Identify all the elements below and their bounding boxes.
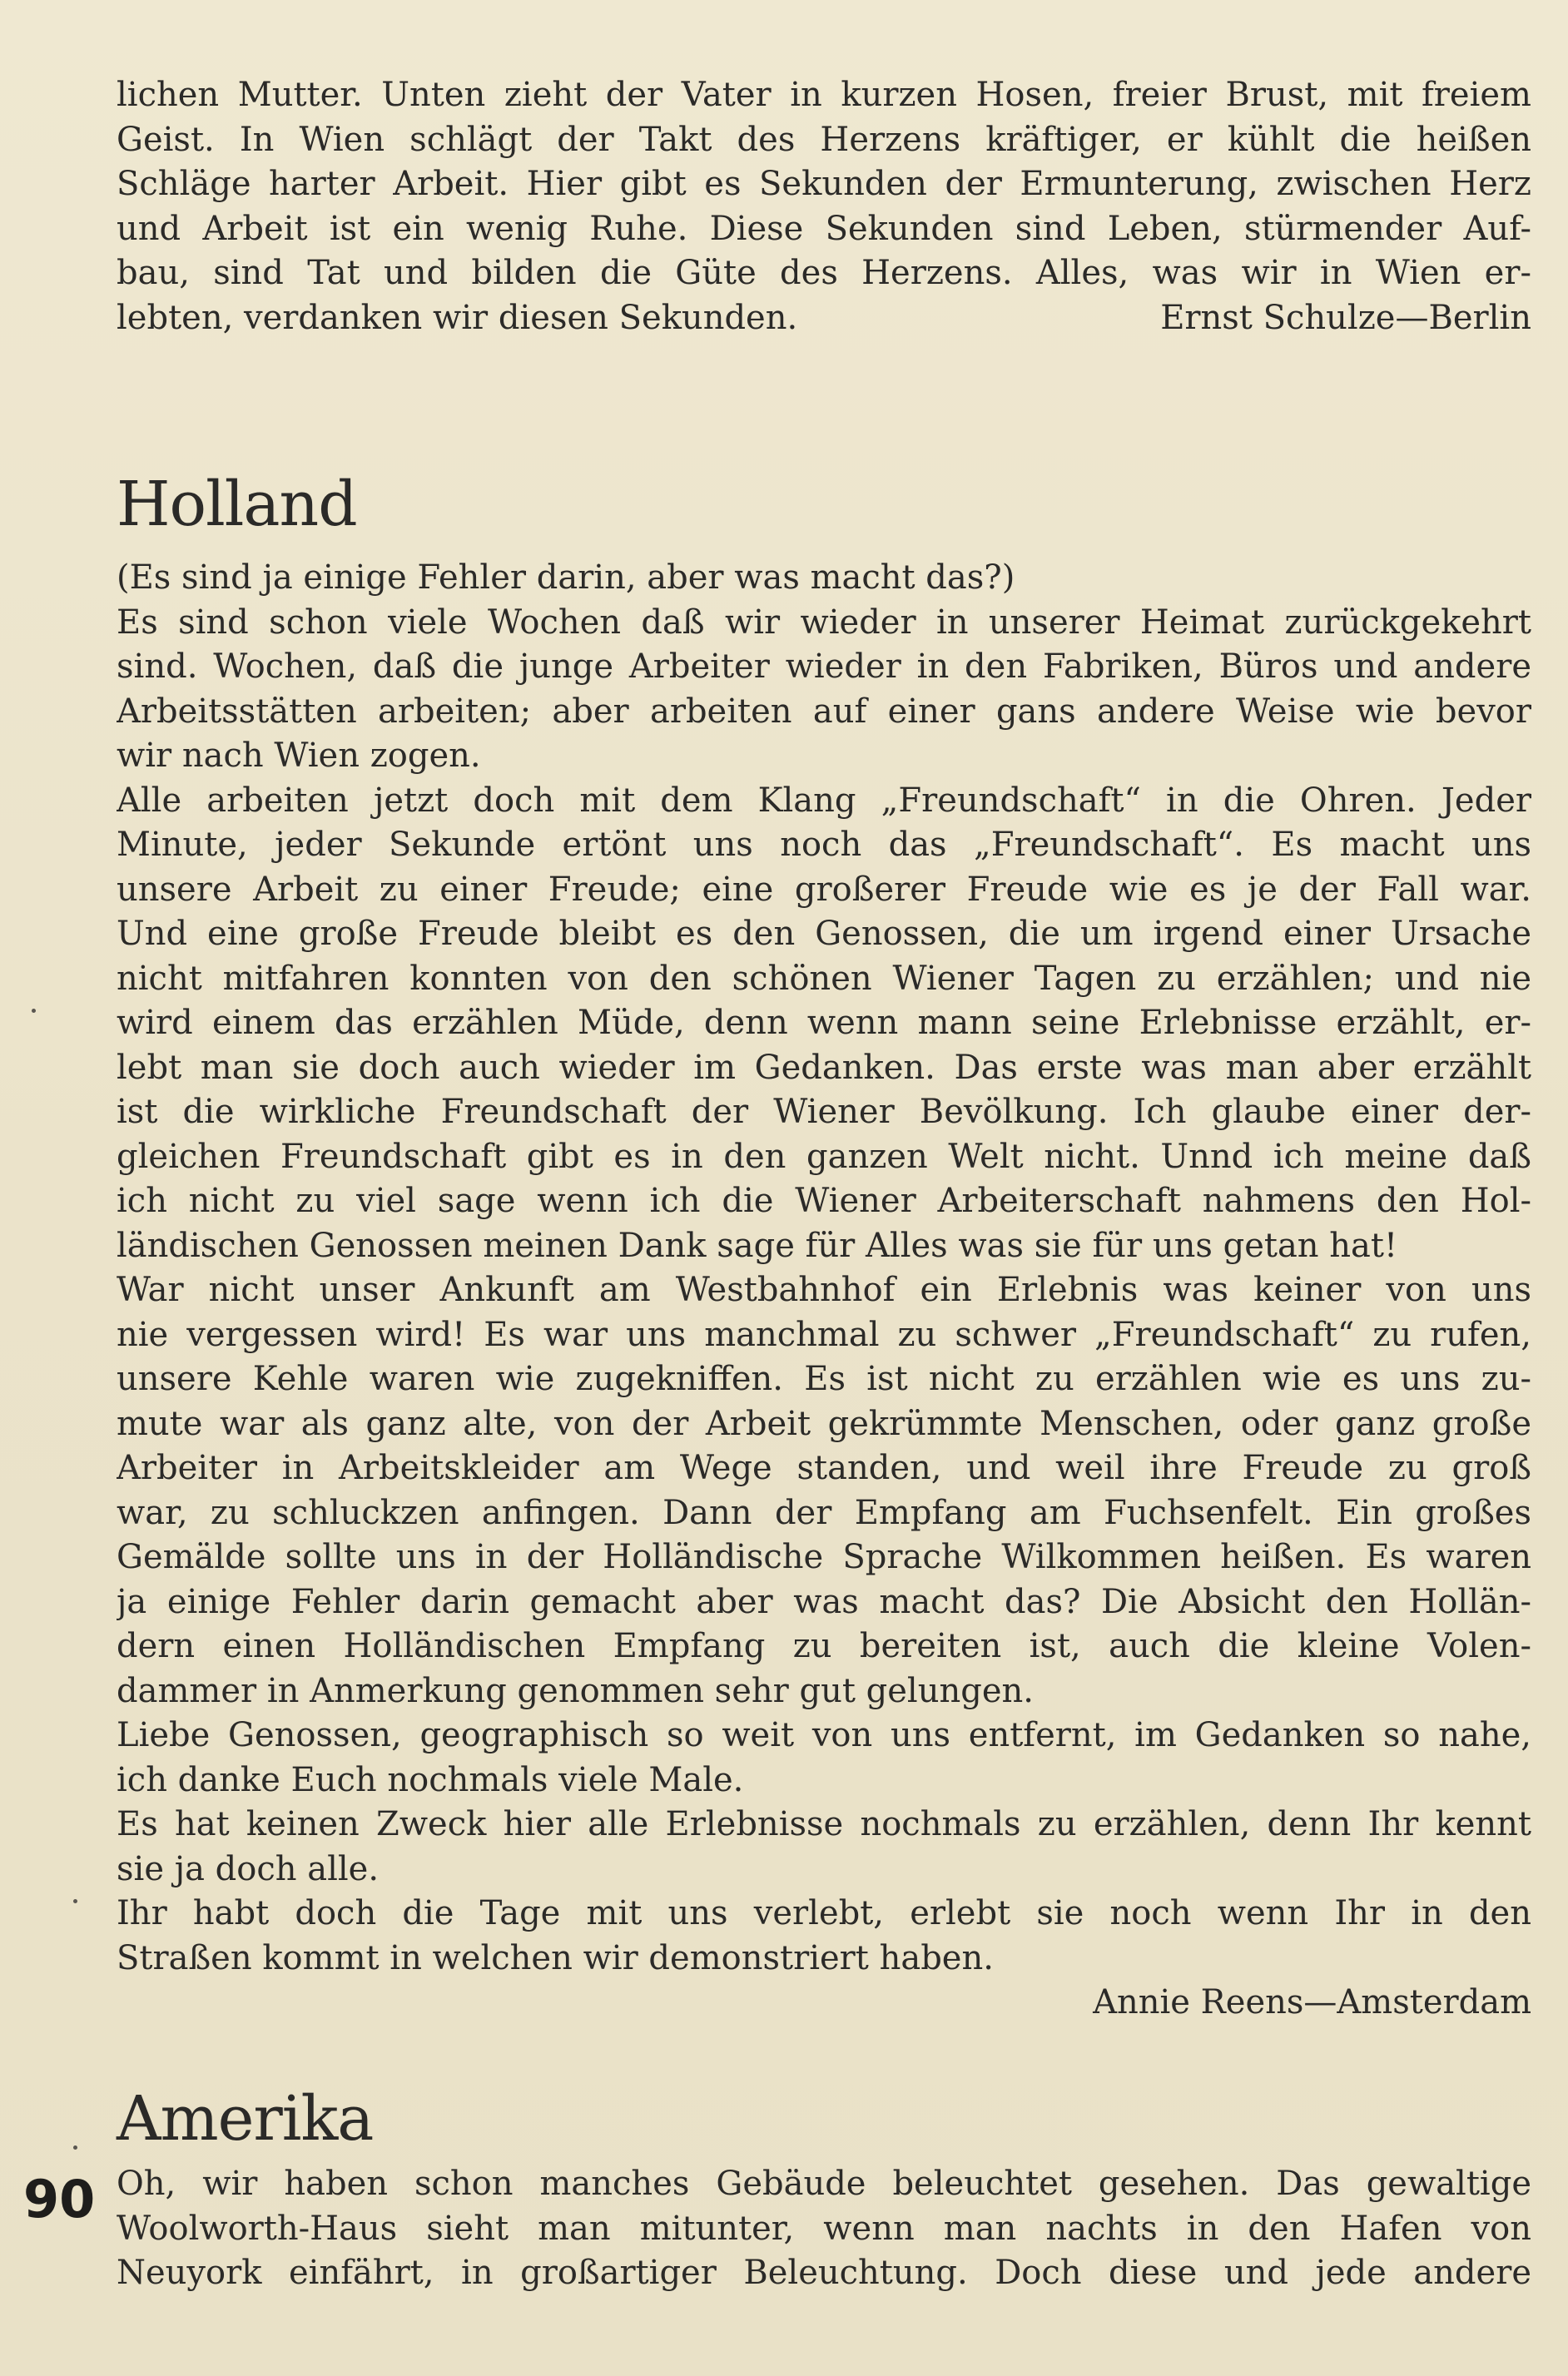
- text-line: nicht mitfahren konnten von den schönen Wiener Tagen zu erzählen; und nie: [117, 959, 1531, 998]
- text-line: dammer in Anmerkung genommen sehr gut gelungen.: [117, 1671, 1034, 1710]
- text-line: Straßen kommt in welchen wir demonstriert haben.: [117, 1938, 994, 1977]
- text-line: war, zu schluckzen anfingen. Dann der Empfang am Fuchsenfelt. Ein großes: [117, 1493, 1531, 1532]
- text-line: Ihr habt doch die Tage mit uns verlebt, erlebt sie noch wenn Ihr in den: [117, 1894, 1531, 1932]
- page-number: 90: [23, 2169, 96, 2230]
- text-line: und Arbeit ist ein wenig Ruhe. Diese Sekunden sind Leben, stürmender Auf-: [117, 209, 1531, 248]
- margin-mark: [73, 1899, 77, 1903]
- text-line: gleichen Freundschaft gibt es in den ganzen Welt nicht. Unnd ich meine daß: [117, 1137, 1531, 1176]
- text-line: sie ja doch alle.: [117, 1849, 380, 1888]
- text-line: lebten, verdanken wir diesen Sekunden.: [117, 298, 798, 337]
- text-line: ja einige Fehler darin gemacht aber was macht das? Die Absicht den Hollän-: [117, 1582, 1531, 1621]
- text-line: nie vergessen wird! Es war uns manchmal zu schwer „Freundschaft“ zu rufen,: [117, 1315, 1531, 1354]
- text-line: ist die wirkliche Freundschaft der Wiener Bevölkung. Ich glaube einer der-: [117, 1093, 1531, 1131]
- text-column: [117, 73, 1531, 2292]
- text-line: (Es sind ja einige Fehler darin, aber was macht das?): [117, 558, 1015, 597]
- text-line: Es hat keinen Zweck hier alle Erlebnisse nochmals zu erzählen, denn Ihr kennt: [117, 1805, 1531, 1843]
- text-line: Woolworth-Haus sieht man mitunter, wenn man nachts in den Hafen von: [117, 2209, 1531, 2248]
- text-line: Arbeitsstätten arbeiten; aber arbeiten auf einer gans andere Weise wie bevor: [117, 692, 1531, 731]
- text-line: Gemälde sollte uns in der Holländische Sprache Wilkommen heißen. Es waren: [117, 1538, 1531, 1576]
- text-line: bau, sind Tat und bilden die Güte des Herzens. Alles, was wir in Wien er-: [117, 254, 1531, 292]
- text-line: ich danke Euch nochmals viele Male.: [117, 1760, 744, 1799]
- text-line: lebt man sie doch auch wieder im Gedanken. Das erste was man aber erzählt: [117, 1048, 1531, 1087]
- text-line: Es sind schon viele Wochen daß wir wieder in unserer Heimat zurückgekehrt: [117, 603, 1531, 642]
- text-line: ländischen Genossen meinen Dank sage für Alles was sie für uns getan hat!: [117, 1226, 1398, 1265]
- text-line: sind. Wochen, daß die junge Arbeiter wieder in den Fabriken, Büros und andere: [117, 647, 1531, 686]
- text-line: unsere Kehle waren wie zugekniffen. Es ist nicht zu erzählen wie es uns zu-: [117, 1360, 1531, 1398]
- text-line: lichen Mutter. Unten zieht der Vater in kurzen Hosen, freier Brust, mit freiem: [117, 76, 1531, 114]
- text-line: Alle arbeiten jetzt doch mit dem Klang „Freundschaft“ in die Ohren. Jeder: [117, 781, 1531, 820]
- closing-line: [117, 296, 1531, 341]
- amerika-body: [117, 2162, 1531, 2296]
- text-line: wird einem das erzählen Müde, denn wenn mann seine Erlebnisse erzählt, er-: [117, 1004, 1531, 1042]
- text-line: Und eine große Freude bleibt es den Genossen, die um irgend einer Ursache: [117, 915, 1531, 953]
- intro-paragraph: [117, 73, 1531, 340]
- text-line: dern einen Holländischen Empfang zu bereiten ist, auch die kleine Volen-: [117, 1627, 1531, 1665]
- text-line: Oh, wir haben schon manches Gebäude beleuchtet gesehen. Das gewaltige: [117, 2165, 1531, 2203]
- text-line: mute war als ganz alte, von der Arbeit gekrümmte Menschen, oder ganz große: [117, 1404, 1531, 1443]
- holland-body: [117, 556, 1531, 2026]
- text-line: Geist. In Wien schlägt der Takt des Herzens kräftiger, er kühlt die heißen: [117, 120, 1531, 159]
- text-line: Minute, jeder Sekunde ertönt uns noch das „Freundschaft“. Es macht uns: [117, 826, 1531, 864]
- text-line: ich nicht zu viel sage wenn ich die Wiener Arbeiterschaft nahmens den Hol-: [117, 1182, 1531, 1220]
- author-signature: Annie Reens—Amsterdam: [1093, 1983, 1531, 2021]
- text-line: Liebe Genossen, geographisch so weit von uns entfernt, im Gedanken so nahe,: [117, 1716, 1531, 1754]
- text-line: wir nach Wien zogen.: [117, 737, 481, 775]
- margin-mark: [73, 2145, 77, 2150]
- section-heading-amerika: Amerika: [117, 2083, 374, 2155]
- text-line: Neuyork einfährt, in großartiger Beleuchtung. Doch diese und jede andere: [117, 2254, 1531, 2292]
- text-line: unsere Arbeit zu einer Freude; eine großerer Freude wie es je der Fall war.: [117, 870, 1531, 909]
- margin-mark: [32, 1009, 36, 1013]
- section-heading-holland: Holland: [117, 469, 357, 540]
- author-signature: Ernst Schulze—Berlin: [1160, 298, 1531, 337]
- text-line: Schläge harter Arbeit. Hier gibt es Sekunden der Ermunterung, zwischen Herz: [117, 165, 1531, 203]
- text-line: War nicht unser Ankunft am Westbahnhof ein Erlebnis was keiner von uns: [117, 1271, 1531, 1309]
- text-line: Arbeiter in Arbeitskleider am Wege standen, und weil ihre Freude zu groß: [117, 1449, 1531, 1487]
